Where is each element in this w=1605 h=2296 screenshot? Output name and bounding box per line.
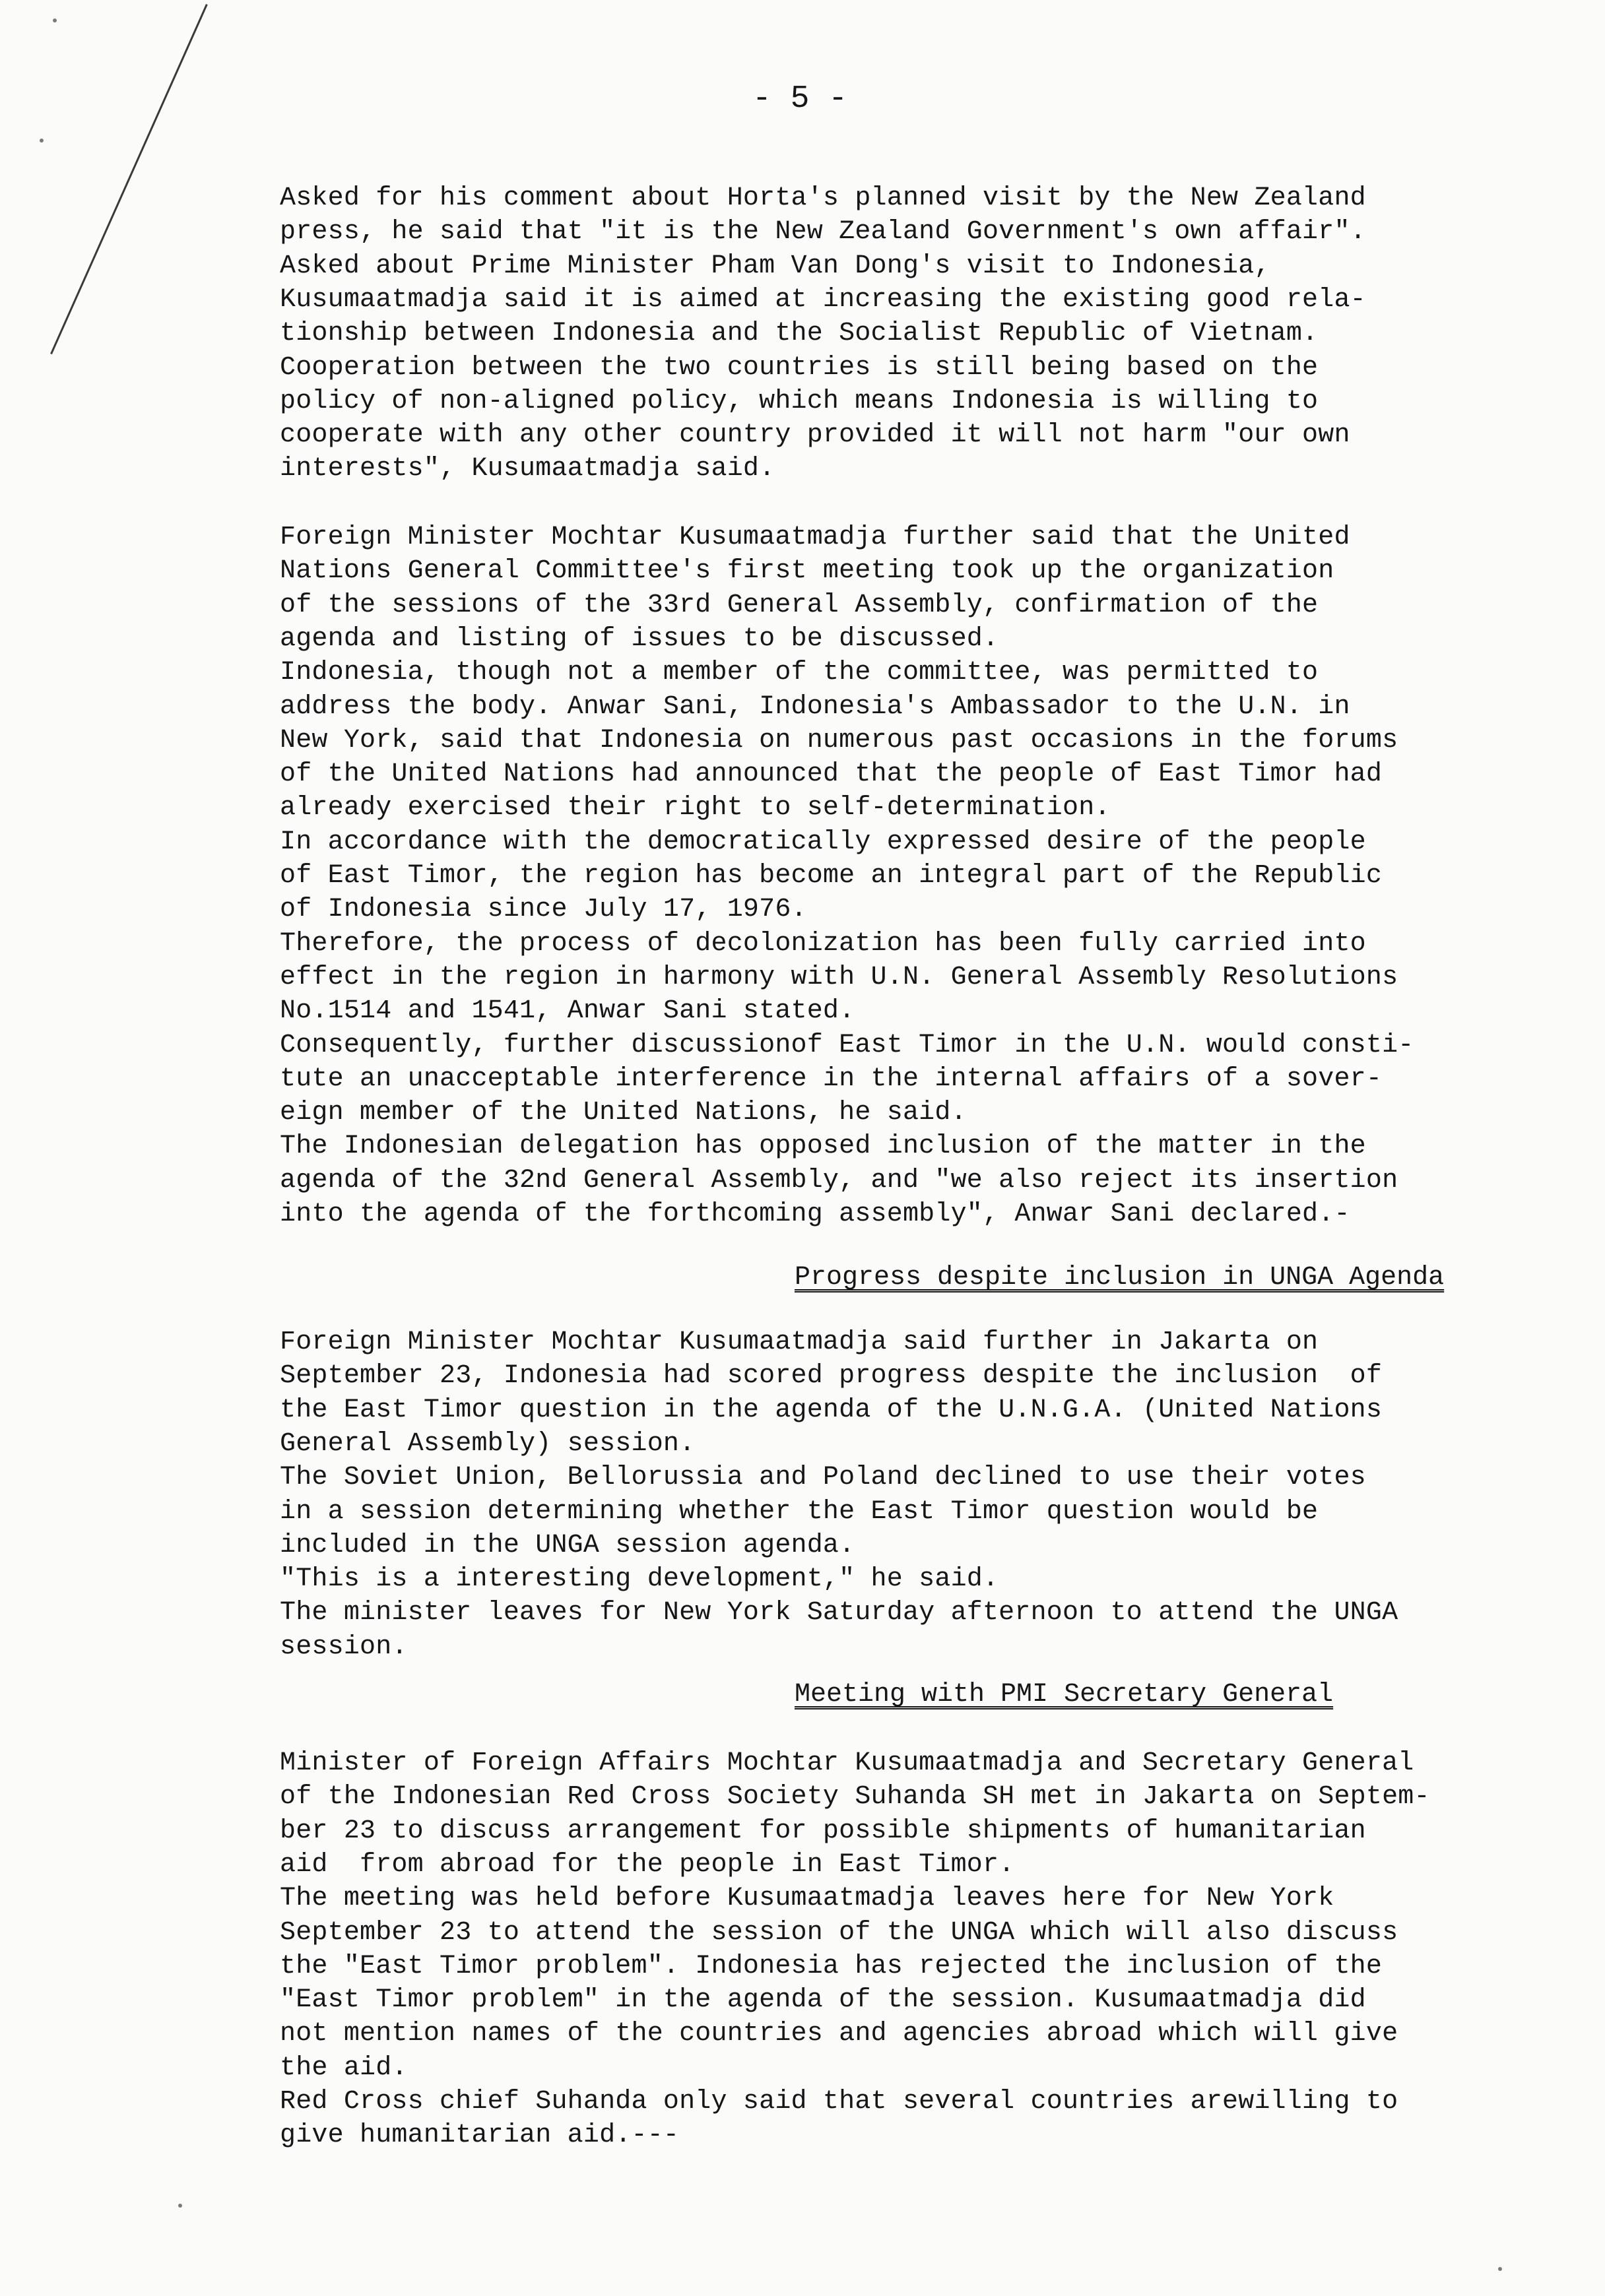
scan-speck (53, 18, 57, 22)
text-line: Consequently, further discussionof East Timor in the U.N. would consti- (280, 1031, 1414, 1060)
text-line: of the Indonesian Red Cross Society Suhanda SH met in Jakarta on Septem- (280, 1782, 1430, 1812)
text-line: Foreign Minister Mochtar Kusumaatmadja said further in Jakarta on (280, 1327, 1319, 1357)
scan-speck (1498, 2267, 1502, 2271)
text-line: "This is a interesting development," he said. (280, 1564, 999, 1594)
text-line: The minister leaves for New York Saturday afternoon to attend the UNGA (280, 1598, 1398, 1628)
text-line: tute an unacceptable interference in the internal affairs of a sover- (280, 1064, 1383, 1094)
text-line: tionship between Indonesia and the Socialist Republic of Vietnam. (280, 319, 1319, 348)
text-line: aid from abroad for the people in East Timor. (280, 1850, 1015, 1880)
page-number: - 5 - (752, 81, 848, 117)
text-line: Therefore, the process of decolonization has been fully carried into (280, 929, 1366, 959)
text-line: In accordance with the democratically expressed desire of the people (280, 827, 1366, 857)
text-line: the aid. (280, 2053, 408, 2083)
text-line: the "East Timor problem". Indonesia has rejected the inclusion of the (280, 1952, 1383, 1981)
text-line: eign member of the United Nations, he said. (280, 1098, 967, 1128)
text-line: the East Timor question in the agenda of the U.N.G.A. (United Nations (280, 1395, 1383, 1425)
text-line: of the sessions of the 33rd General Assembly, confirmation of the (280, 590, 1319, 620)
text-line: Minister of Foreign Affairs Mochtar Kusumaatmadja and Secretary General (280, 1748, 1414, 1778)
text-line: interests", Kusumaatmadja said. (280, 454, 775, 484)
text-line: Asked for his comment about Horta's planned visit by the New Zealand (280, 183, 1366, 213)
text-line: September 23, Indonesia had scored progress despite the inclusion of (280, 1361, 1383, 1391)
text-line: policy of non-aligned policy, which means Indonesia is willing to (280, 387, 1319, 416)
text-line: Nations General Committee's first meeting took up the organization (280, 556, 1334, 586)
text-line: of the United Nations had announced that the people of East Timor had (280, 759, 1383, 789)
text-line: Asked about Prime Minister Pham Van Dong's visit to Indonesia, (280, 251, 1270, 281)
text-line: Cooperation between the two countries is still being based on the (280, 353, 1319, 383)
text-line: Red Cross chief Suhanda only said that several countries arewilling to (280, 2087, 1398, 2117)
text-line: session. (280, 1632, 408, 1662)
text-line: No.1514 and 1541, Anwar Sani stated. (280, 996, 855, 1026)
text-line: address the body. Anwar Sani, Indonesia's Ambassador to the U.N. in (280, 692, 1350, 722)
text-line: into the agenda of the forthcoming assembly", Anwar Sani declared.- (280, 1199, 1350, 1229)
text-line: The meeting was held before Kusumaatmadja leaves here for New York (280, 1884, 1334, 1913)
text-line: "East Timor problem" in the agenda of the session. Kusumaatmadja did (280, 1985, 1366, 2015)
text-line: ber 23 to discuss arrangement for possible shipments of humanitarian (280, 1816, 1366, 1846)
text-line: effect in the region in harmony with U.N. General Assembly Resolutions (280, 963, 1398, 992)
text-line: General Assembly) session. (280, 1429, 696, 1459)
section-heading: Progress despite inclusion in UNGA Agenda (795, 1263, 1445, 1292)
text-line: give humanitarian aid.--- (280, 2121, 680, 2150)
text-line: Foreign Minister Mochtar Kusumaatmadja further said that the United (280, 523, 1350, 552)
text-line: agenda and listing of issues to be discussed. (280, 624, 999, 654)
text-line: The Indonesian delegation has opposed inclusion of the matter in the (280, 1132, 1366, 1161)
text-line: agenda of the 32nd General Assembly, and "we also reject its insertion (280, 1166, 1398, 1196)
text-line: of East Timor, the region has become an integral part of the Republic (280, 861, 1383, 891)
scan-speck (40, 139, 44, 143)
margin-pen-stroke (50, 4, 208, 354)
text-line: already exercised their right to self-determination. (280, 793, 1111, 823)
text-line: in a session determining whether the East Timor question would be (280, 1497, 1319, 1527)
text-line: cooperate with any other country provided it will not harm "our own (280, 420, 1350, 450)
text-line: The Soviet Union, Bellorussia and Poland declined to use their votes (280, 1463, 1366, 1492)
text-line: included in the UNGA session agenda. (280, 1531, 855, 1560)
scan-speck (178, 2204, 182, 2208)
text-line: not mention names of the countries and agencies abroad which will give (280, 2019, 1398, 2049)
text-line: Indonesia, though not a member of the committee, was permitted to (280, 658, 1319, 687)
text-line: press, he said that "it is the New Zealand Government's own affair". (280, 217, 1366, 247)
text-line: of Indonesia since July 17, 1976. (280, 895, 807, 924)
text-line: Kusumaatmadja said it is aimed at increasing the existing good rela- (280, 285, 1366, 315)
text-line: New York, said that Indonesia on numerous past occasions in the forums (280, 726, 1398, 755)
text-line: September 23 to attend the session of the UNGA which will also discuss (280, 1918, 1398, 1948)
section-heading: Meeting with PMI Secretary General (795, 1680, 1334, 1709)
